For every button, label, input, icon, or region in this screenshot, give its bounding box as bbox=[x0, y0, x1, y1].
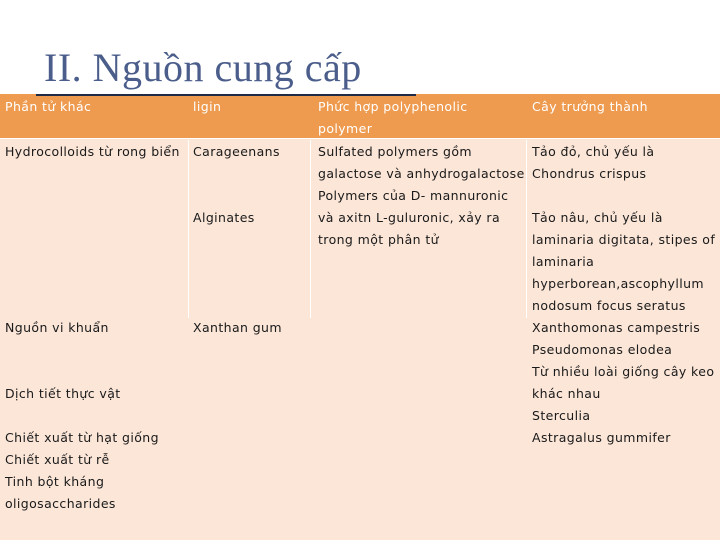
cell-chiet-xuat: Chiết xuất từ hạt giống Chiết xuất từ rễ Tinh bột kháng oligosaccharides bbox=[5, 430, 159, 511]
cell-thuc-vat: Dịch tiết thực vật bbox=[5, 386, 121, 401]
column-divider bbox=[188, 140, 189, 318]
cell-rong-bien: Hydrocolloids từ rong biển bbox=[5, 144, 180, 159]
cell-carageenans: Carageenans bbox=[193, 144, 280, 159]
cell-vi-khuan: Nguồn vi khuẩn bbox=[5, 320, 109, 335]
cell-xanthan: Xanthan gum bbox=[193, 320, 282, 335]
cell-alginates: Alginates bbox=[193, 210, 255, 225]
column-divider bbox=[526, 140, 527, 318]
header-cell-polyphenolic: Phức hợp polyphenolic polymer bbox=[318, 99, 468, 136]
cell-tao-do: Tảo đỏ, chủ yếu là Chondrus crispus bbox=[532, 144, 655, 181]
header-cell-ligin: ligin bbox=[193, 99, 222, 114]
header-cell-cay-truong-thanh: Cây trưởng thành bbox=[532, 99, 648, 114]
slide-title: II. Nguồn cung cấp bbox=[44, 45, 362, 90]
cell-polymers: Sulfated polymers gồm galactose và anhydrogalactose Polymers của D- mannuronic và axitn L-guluronic, xảy ra trong một phân tử bbox=[318, 144, 525, 247]
cell-sources: Xanthomonas campestris Pseudomonas elodea Từ nhiều loài giống cây keo khác nhau Sterculia Astragalus gummifer bbox=[532, 320, 715, 445]
header-cell-phan-tu: Phần tử khác bbox=[5, 99, 92, 114]
cell-tao-nau: Tảo nâu, chủ yếu là laminaria digitata, stipes of laminaria hyperborean,ascophyllum nodosum focus seratus bbox=[532, 210, 716, 313]
column-divider bbox=[310, 140, 311, 318]
